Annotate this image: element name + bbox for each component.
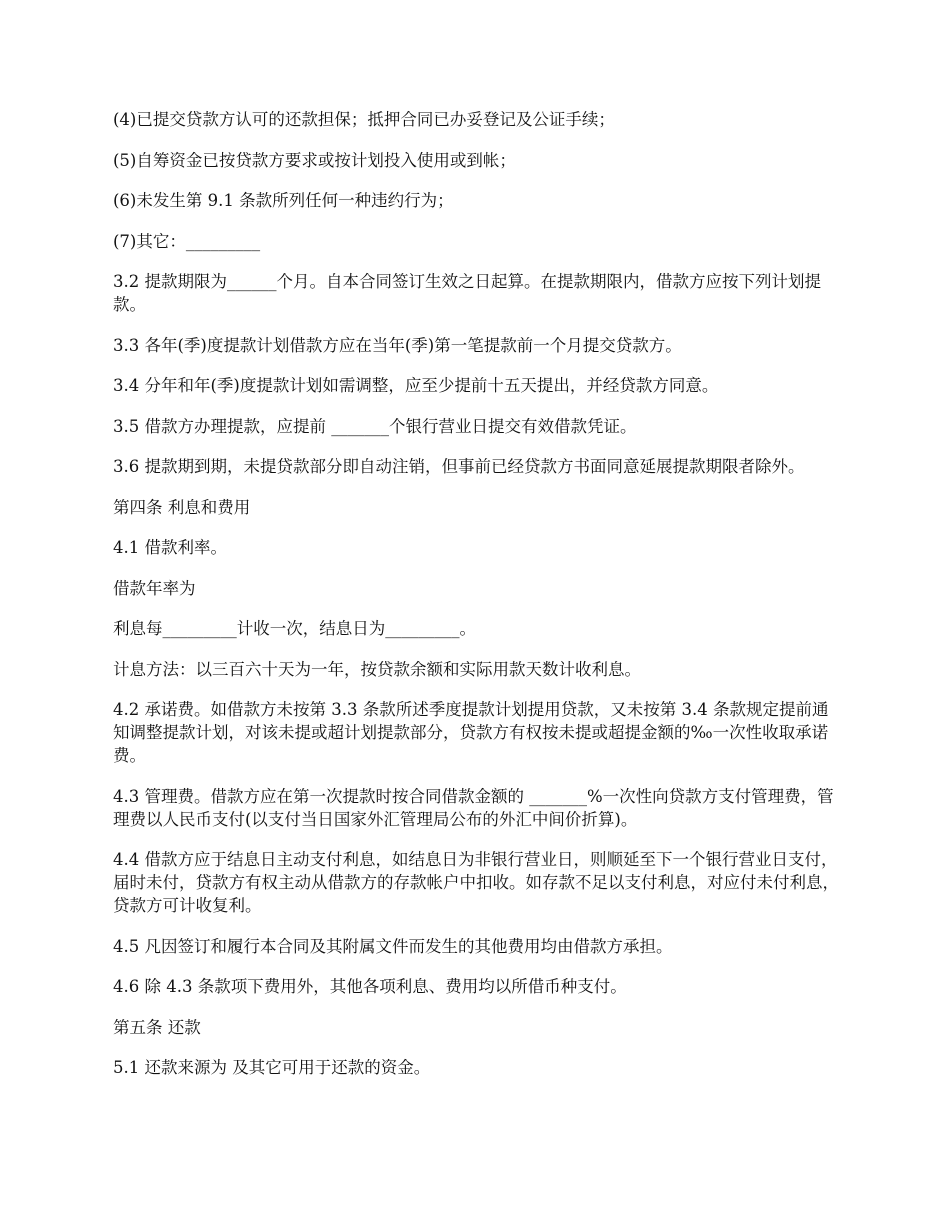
document-body	[113, 108, 840, 1097]
clause-3-1-item-6: (6)未发生第 9.1 条款所列任何一种违约行为；	[113, 191, 454, 210]
article-5-heading: 第五条 还款	[113, 1017, 201, 1037]
clause-5-1: 5.1 还款来源为 及其它可用于还款的资金。	[113, 1058, 431, 1077]
clause-4-5: 4.5 凡因签订和履行本合同及其附属文件而发生的其他费用均由借款方承担。	[113, 936, 673, 956]
clause-3-1-item-4: (4)已提交贷款方认可的还款担保；抵押合同已办妥登记及公证手续；	[113, 110, 615, 129]
interest-method-line: 计息方法：以三百六十天为一年，按贷款余额和实际用款天数计收利息。	[113, 659, 641, 679]
clause-4-1: 4.1 借款利率。	[113, 538, 227, 557]
clause-3-3: 3.3 各年(季)度提款计划借款方应在当年(季)第一笔提款前一个月提交贷款方。	[113, 335, 682, 355]
interest-cycle-line: 利息每_________计收一次，结息日为_________。	[113, 619, 476, 638]
annual-rate-line: 借款年率为	[113, 578, 196, 598]
clause-3-6: 3.6 提款期到期，未提贷款部分即自动注销，但事前已经贷款方书面同意延展提款期限者除外。	[113, 457, 805, 476]
clause-3-4: 3.4 分年和年(季)度提款计划如需调整，应至少提前十五天提出，并经贷款方同意。	[113, 376, 719, 395]
clause-3-5: 3.5 借款方办理提款，应提前 _______个银行营业日提交有效借款凭证。	[113, 416, 637, 436]
clause-4-6: 4.6 除 4.3 条款项下费用外，其他各项利息、费用均以所借币种支付。	[113, 977, 627, 996]
clause-3-1-item-5: (5)自筹资金已按贷款方要求或按计划投入使用或到帐；	[113, 150, 516, 170]
clause-4-3: 4.3 管理费。借款方应在第一次提款时按合同借款金额的 _______%一次性向贷款方支付管理费，管理费以人民币支付(以支付当日国家外汇管理局公布的外汇中间价折算)。	[113, 786, 834, 829]
clause-4-4: 4.4 借款方应于结息日主动支付利息，如结息日为非银行营业日，则顺延至下一个银行营业日支付，届时未付，贷款方有权主动从借款方的存款帐户中扣收。如存款不足以支付利息，对应付未付利息，贷款方可计收复利。	[113, 850, 839, 915]
clause-4-2: 4.2 承诺费。如借款方未按第 3.3 条款所述季度提款计划提用贷款，又未按第 3.4 条款规定提前通知调整提款计划，对该未提或超计划提款部分，贷款方有权按未提或超提金额的‰一次性收取承诺费。	[113, 700, 829, 765]
clause-3-1-item-7: (7)其它：_________	[113, 231, 261, 251]
article-4-heading: 第四条 利息和费用	[113, 497, 251, 517]
clause-3-2: 3.2 提款期限为______个月。自本合同签订生效之日起算。在提款期限内，借款方应按下列计划提款。	[113, 272, 821, 314]
